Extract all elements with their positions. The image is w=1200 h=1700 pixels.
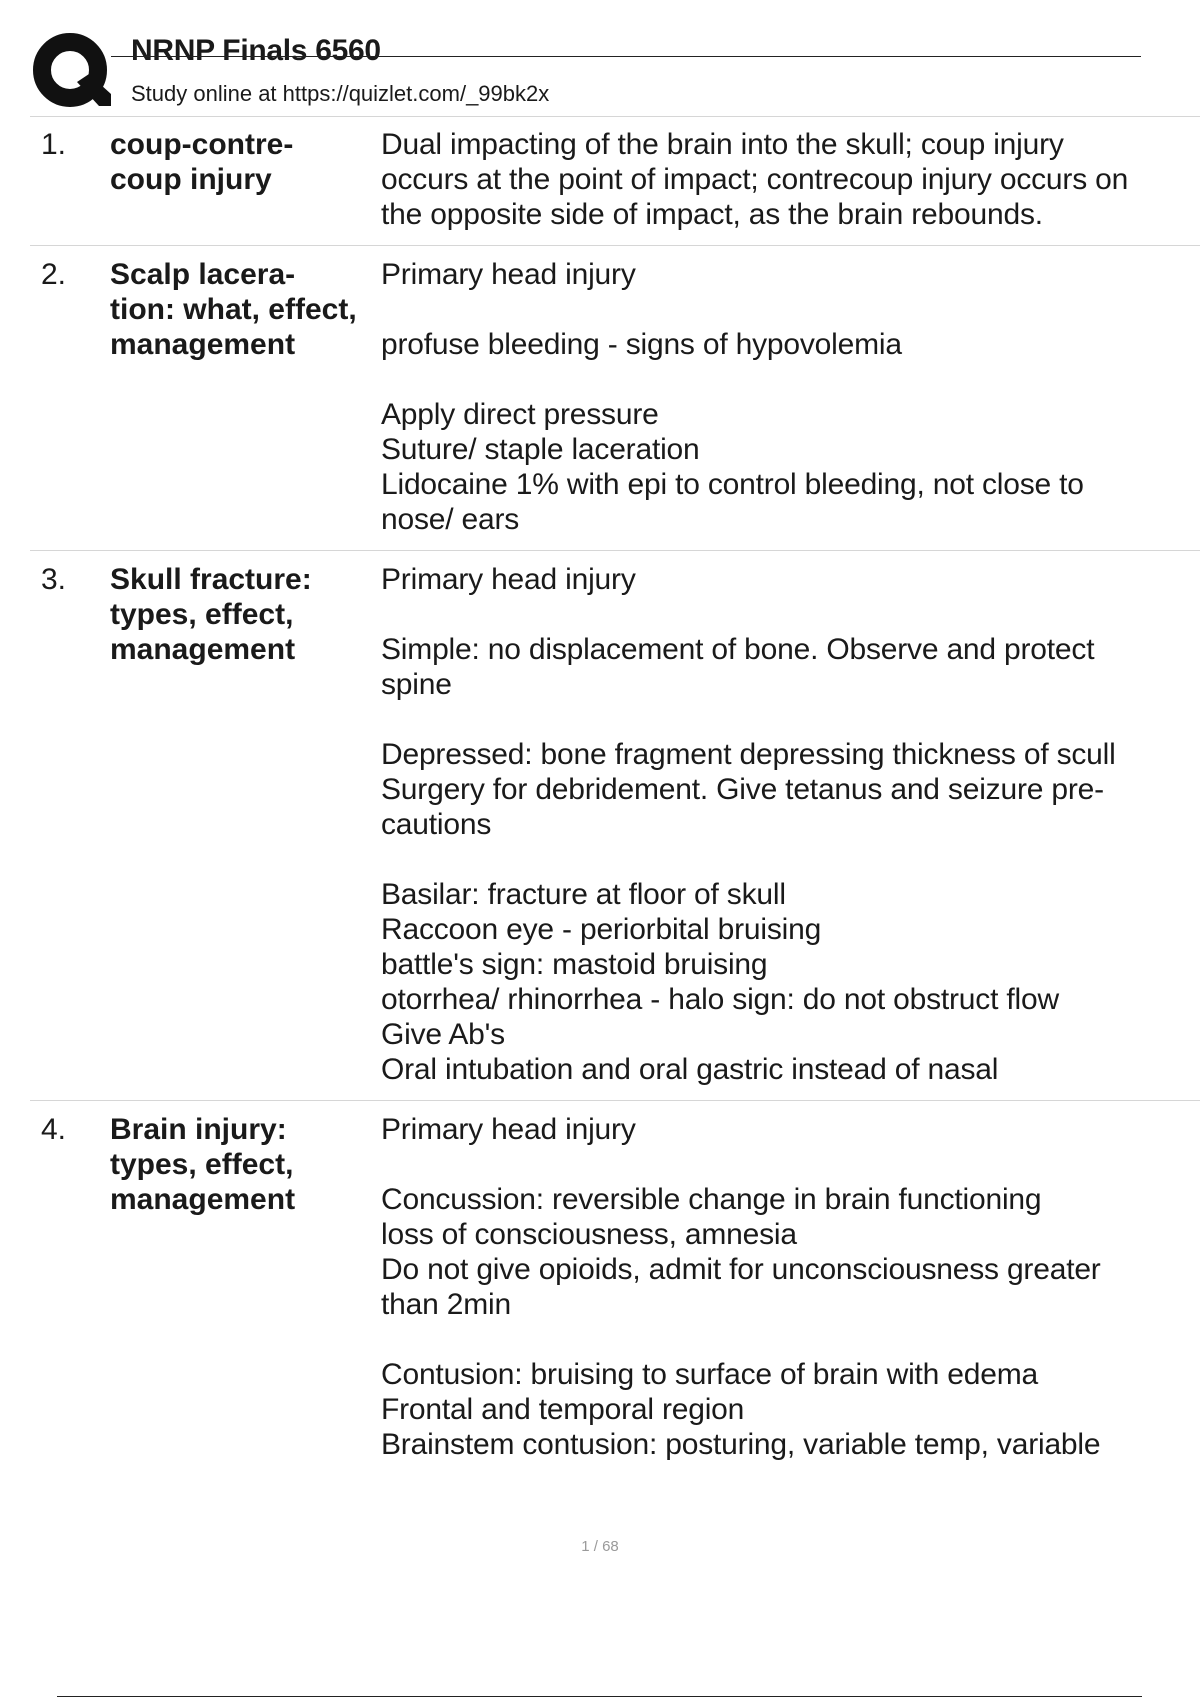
card-number: 3. xyxy=(41,563,67,596)
document-title: NRNP Finals 6560 xyxy=(131,34,381,67)
card-term: coup-contre- coup injury xyxy=(110,128,294,196)
footer-divider xyxy=(57,1696,1142,1697)
card-term: Scalp lacera- tion: what, effect, management xyxy=(110,258,357,361)
card-number: 4. xyxy=(41,1113,67,1146)
card-definition: Primary head injury Concussion: reversible change in brain functioning loss of consciousness, amnesia Do not give opioids, admit for unconsciousness greater than 2min Contusion: bruising to surface of brain with edema Frontal and temporal region Brainstem contusion: posturing, variable temp, variable xyxy=(381,1113,1101,1461)
flashcard-row xyxy=(30,551,1200,1101)
card-number: 1. xyxy=(41,128,67,161)
card-definition: Primary head injury profuse bleeding - signs of hypovolemia Apply direct pressure Suture/ staple laceration Lidocaine 1% with epi to control bleeding, not close to nose/ ears xyxy=(381,258,1084,536)
flashcard-row xyxy=(30,246,1200,551)
flashcard-row xyxy=(30,116,1200,246)
flashcard-list xyxy=(30,116,1200,1475)
card-term: Skull fracture: types, effect, management xyxy=(110,563,312,666)
card-definition: Dual impacting of the brain into the skull; coup injury occurs at the point of impact; contrecoup injury occurs on the opposite side of impact, as the brain rebounds. xyxy=(381,128,1129,231)
quizlet-logo-icon xyxy=(33,30,111,112)
title-divider xyxy=(111,56,1141,57)
card-number: 2. xyxy=(41,258,67,291)
study-online-link[interactable]: Study online at https://quizlet.com/_99bk2x xyxy=(131,81,550,106)
card-term: Brain injury: types, effect, management xyxy=(110,1113,296,1216)
page-indicator: 1 / 68 xyxy=(581,1538,619,1555)
flashcard-row xyxy=(30,1101,1200,1475)
card-definition: Primary head injury Simple: no displacement of bone. Observe and protect spine Depressed: bone fragment depressing thickness of scull Surgery for debridement. Give tetanus and seizure pre- cautions Basilar: fracture at floor of skull Raccoon eye - periorbital bruising battle's sign: mastoid bruising otorrhea/ rhinorrhea - halo sign: do not obstruct flow Give Ab's Oral intubation and oral gastric instead of nasal xyxy=(381,563,1116,1086)
